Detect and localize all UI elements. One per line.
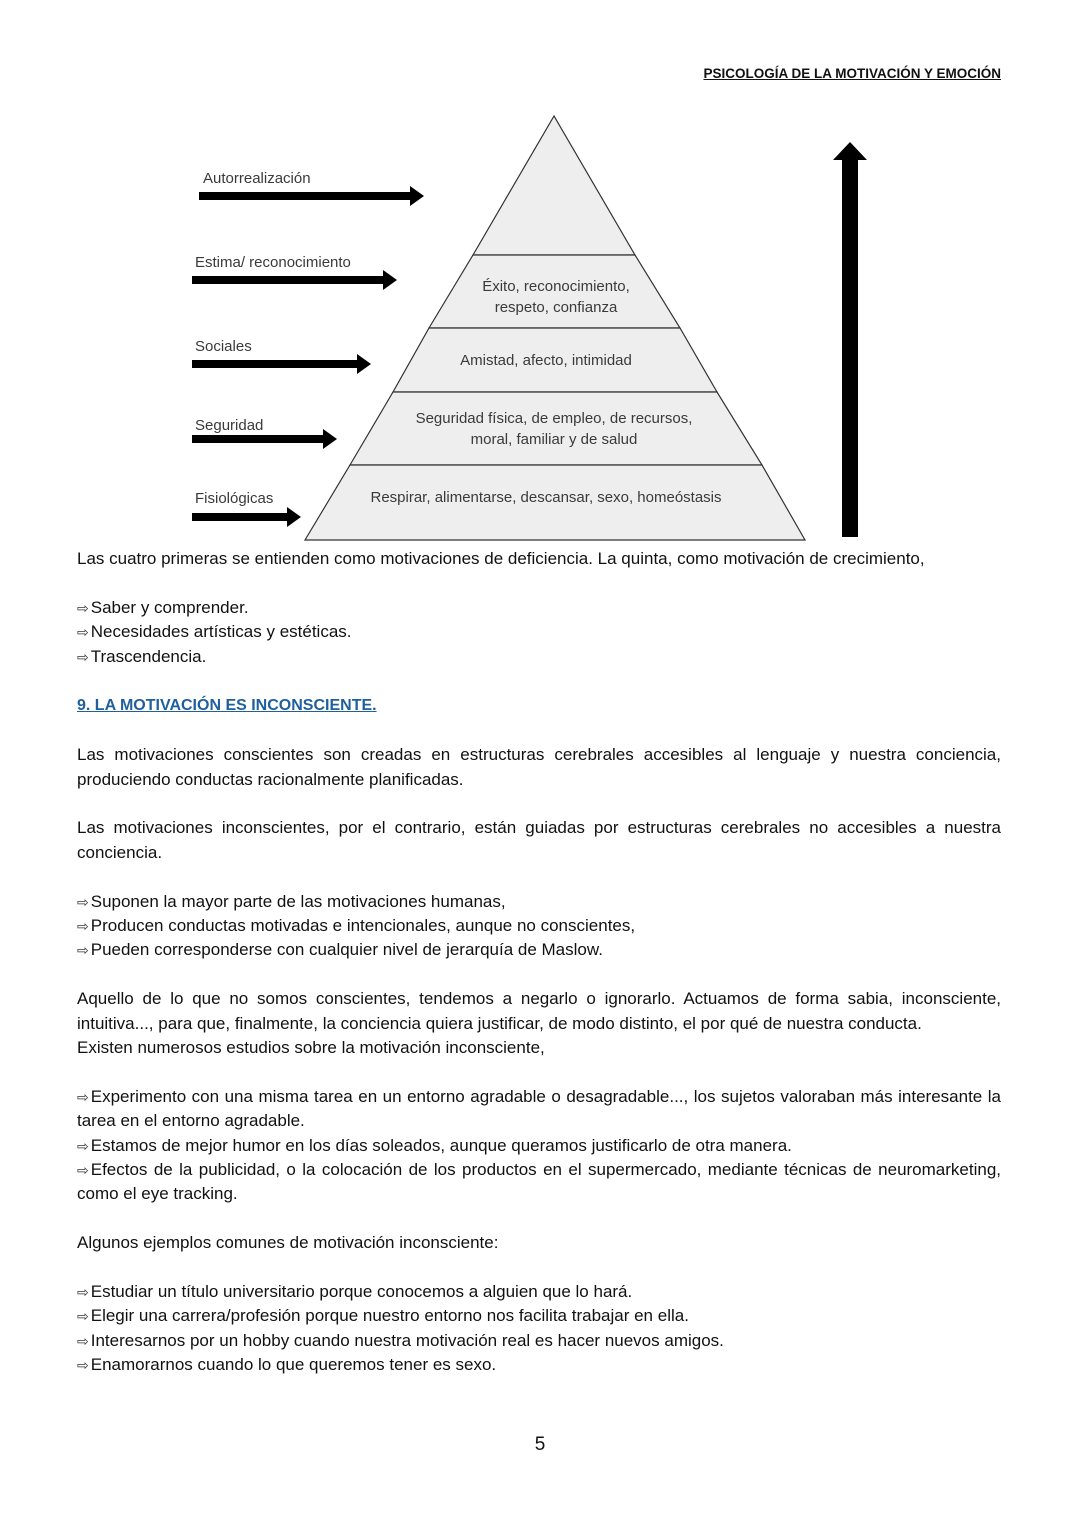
arrow-right-icon — [199, 186, 424, 206]
intro-paragraph: Las cuatro primeras se entienden como motivaciones de deficiencia. La quinta, como motivación de crecimiento, — [77, 549, 925, 568]
studies-list — [77, 1085, 1001, 1207]
arrow-up-icon — [833, 142, 867, 537]
arrow-right-icon — [192, 270, 397, 290]
page-number: 5 — [534, 1434, 546, 1455]
level-label-estima: Estima/ reconocimiento — [195, 254, 351, 271]
paragraph-studies-intro: Existen numerosos estudios sobre la motivación inconsciente, — [77, 1038, 545, 1058]
growth-list — [77, 596, 1001, 669]
arrow-bullet-icon: ⇨ — [77, 599, 89, 616]
unconscious-list — [77, 890, 1001, 963]
level-label-autorrealizacion: Autorrealización — [203, 170, 311, 187]
list-item: ⇨ Trascendencia. — [77, 646, 207, 666]
arrow-bullet-icon: ⇨ — [77, 1284, 89, 1301]
arrow-bullet-icon: ⇨ — [77, 942, 89, 959]
paragraph-conscious: Las motivaciones conscientes son creadas en estructuras cerebrales accesibles al lenguaje y nuestra conciencia, produciendo conductas racionalmente planificadas. — [77, 745, 1001, 789]
level-label-seguridad: Seguridad — [195, 417, 264, 434]
arrow-bullet-icon: ⇨ — [77, 893, 89, 910]
arrow-bullet-icon: ⇨ — [77, 918, 89, 935]
paragraph-unconscious: Las motivaciones inconscientes, por el contrario, están guiadas por estructuras cerebrales no accesibles a nuestra conciencia. — [77, 818, 1001, 862]
main-content — [77, 547, 1001, 1378]
tier-text-estima-2: respeto, confianza — [494, 299, 618, 316]
list-item: ⇨ Pueden corresponderse con cualquier nivel de jerarquía de Maslow. — [77, 940, 603, 960]
tier-text-seguridad-2: moral, familiar y de salud — [470, 431, 638, 448]
list-item: ⇨ Suponen la mayor parte de las motivaciones humanas, — [77, 891, 506, 911]
maslow-pyramid-diagram — [0, 0, 1080, 550]
running-header: PSICOLOGÍA DE LA MOTIVACIÓN Y EMOCIÓN — [703, 66, 1001, 81]
arrow-bullet-icon: ⇨ — [77, 1357, 89, 1374]
arrow-bullet-icon: ⇨ — [77, 1088, 89, 1105]
arrow-right-icon — [192, 507, 301, 527]
pyramid-tier-seguridad — [350, 392, 762, 465]
list-item: ⇨ Experimento con una misma tarea en un entorno agradable o desagradable..., los sujetos valoraban más interesante la tarea en el entorno agradable. — [77, 1086, 1001, 1131]
section-heading: 9. LA MOTIVACIÓN ES INCONSCIENTE. — [77, 697, 377, 715]
list-item: ⇨ Saber y comprender. — [77, 597, 249, 617]
list-item: ⇨ Efectos de la publicidad, o la colocación de los productos en el supermercado, mediante técnicas de neuromarketing, como el eye tracking. — [77, 1160, 1001, 1204]
arrow-bullet-icon: ⇨ — [77, 648, 89, 665]
pyramid-tier-autorrealizacion — [473, 116, 635, 255]
arrow-right-icon — [192, 354, 371, 374]
tier-text-estima-1: Éxito, reconocimiento, — [482, 278, 630, 295]
tier-text-seguridad-1: Seguridad física, de empleo, de recursos, — [415, 410, 693, 427]
level-label-fisiologicas: Fisiológicas — [195, 490, 274, 507]
list-item: ⇨ Necesidades artísticas y estéticas. — [77, 622, 352, 642]
examples-list — [77, 1280, 1001, 1378]
list-item: ⇨ Elegir una carrera/profesión porque nuestro entorno nos facilita trabajar en ella. — [77, 1306, 689, 1326]
list-item: ⇨ Interesarnos por un hobby cuando nuestra motivación real es hacer nuevos amigos. — [77, 1330, 724, 1350]
list-item: ⇨ Estudiar un título universitario porque conocemos a alguien que lo hará. — [77, 1282, 633, 1302]
arrow-bullet-icon: ⇨ — [77, 1162, 89, 1179]
tier-text-fisiologicas: Respirar, alimentarse, descansar, sexo, homeóstasis — [370, 489, 722, 506]
arrow-bullet-icon: ⇨ — [77, 1308, 89, 1325]
examples-intro: Algunos ejemplos comunes de motivación inconsciente: — [77, 1233, 499, 1253]
paragraph-awareness: Aquello de lo que no somos conscientes, tendemos a negarlo o ignorarlo. Actuamos de forma sabia, inconsciente, intuitiva..., para que, finalmente, la conciencia quiera justificar, de modo distinto, el por qué de nuestra conducta. — [77, 989, 1001, 1033]
arrow-bullet-icon: ⇨ — [77, 1332, 89, 1349]
list-item: ⇨ Estamos de mejor humor en los días soleados, aunque queramos justificarlo de otra manera. — [77, 1135, 792, 1155]
arrow-bullet-icon: ⇨ — [77, 1137, 89, 1154]
arrow-bullet-icon: ⇨ — [77, 624, 89, 641]
level-label-sociales: Sociales — [195, 338, 252, 355]
tier-text-sociales: Amistad, afecto, intimidad — [460, 352, 632, 369]
list-item: ⇨ Enamorarnos cuando lo que queremos tener es sexo. — [77, 1355, 497, 1375]
list-item: ⇨ Producen conductas motivadas e intencionales, aunque no conscientes, — [77, 916, 636, 936]
